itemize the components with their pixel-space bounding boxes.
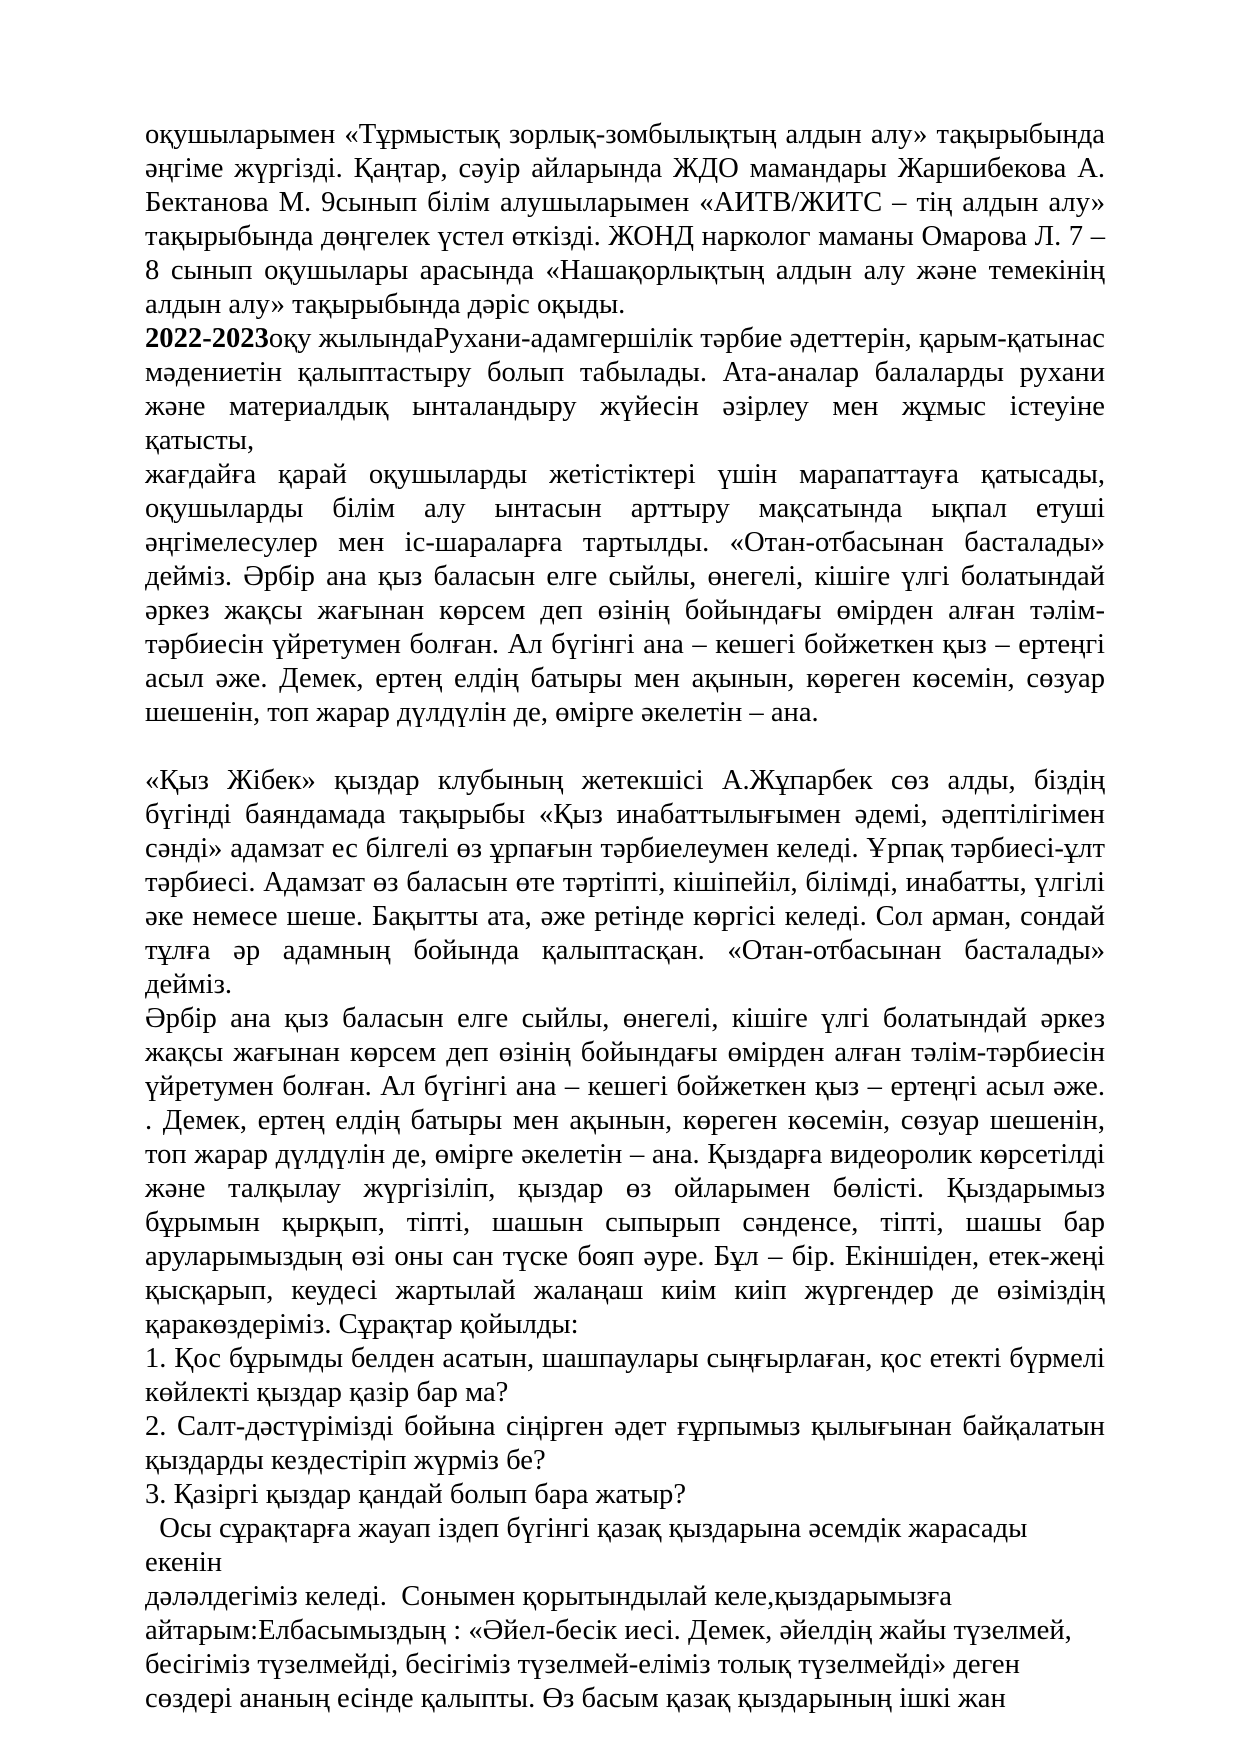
text-line: асыл әже. Демек, ертең елдің батыры мен ақынын, көреген көсемін, сөзуар	[145, 663, 1105, 694]
text-line: және материалдық ынталандыру жүйесін әзірлеу мен жұмыс істеуіне қатысты,	[145, 391, 1105, 456]
text-line: Осы сұрақтарға жауап іздеп бүгінгі қазақ қыздарына әсемдік жарасады екенін	[145, 1513, 1035, 1578]
text-line: жағдайға қарай оқушыларды жетістіктері үшін марапаттауға қатысады,	[145, 459, 1105, 490]
text-line: сөздері ананың есінде қалыпты. Өз басым қазақ қыздарының ішкі жан	[145, 1683, 1006, 1714]
text-segment: оқу жылындаРухани-адамгершілік тәрбие әдеттерін, қарым-қатынас	[268, 323, 1105, 354]
text-line: әркез жақсы жағынан көрсем деп өзінің бойындағы өмірден алған тәлім-	[145, 595, 1105, 626]
text-line: дәләлдегіміз келеді. Сонымен қорытындылай келе,қыздарымызға	[145, 1581, 952, 1612]
text-line: үйретумен болған. Ал бүгінгі ана – кешегі бойжеткен қыз – ертеңгі асыл әже.	[145, 1071, 1105, 1102]
text-line: жақсы жағынан көрсем деп өзінің бойындағы өмірден алған тәлім-тәрбиесін	[145, 1037, 1105, 1068]
text-line: қаракөздеріміз. Сұрақтар қойылды:	[145, 1309, 579, 1340]
text-line: қыздарды кездестіріп жүрміз бе?	[145, 1445, 546, 1476]
text-line: алдын алу» тақырыбында дәріс оқыды.	[145, 289, 626, 320]
paragraph-health-talks	[145, 118, 1105, 322]
question-3	[145, 1478, 1105, 1512]
text-line: қысқарып, кеудесі жартылай жалаңаш киім киіп жүргендер де өзіміздің	[145, 1275, 1105, 1306]
text-line: 1. Қос бұрымды белден асатын, шашпаулары сыңғырлаған, қос етекті бүрмелі	[145, 1343, 1105, 1374]
text-line: тақырыбында дөңгелек үстел өткізді. ЖОНД нарколог маманы Омарова Л. 7 –	[145, 221, 1105, 252]
text-line: айтарым:Елбасымыздың : «Әйел-бесік иесі. Демек, әйелдің жайы түзелмей,	[145, 1615, 1072, 1646]
text-line: тұлға әр адамның бойында қалыптасқан. «Отан-отбасынан басталады» дейміз.	[145, 935, 1105, 1000]
text-line: сәнді» адамзат ес білгелі өз ұрпағын тәрбиелеумен келеді. Ұрпақ тәрбиесі-ұлт	[145, 833, 1105, 864]
text-line: «Қыз Жібек» қыздар клубының жетекшісі А.Жұпарбек сөз алды, біздің	[145, 765, 1105, 796]
text-line: оқушыларды білім алу ынтасын арттыру мақсатында ықпал етуші	[145, 493, 1105, 524]
text-line: бұрымын қырқып, тіпті, шашын сыпырып сәнденсе, тіпті, шашы бар	[145, 1207, 1105, 1238]
text-line: Әрбір ана қыз баласын елге сыйлы, өнегелі, кішіге үлгі болатындай әркез	[145, 1003, 1105, 1034]
text-line: топ жарар дүлдүлін де, өмірге әкелетін – ана. Қыздарға видеоролик көрсетілді	[145, 1139, 1105, 1170]
text-line: мәдениетін қалыптастыру болып табылады. Ата-аналар балаларды рухани	[145, 357, 1105, 388]
text-line: Бектанова М. 9сынып білім алушыларымен «АИТВ/ЖИТС – тің алдын алу»	[145, 187, 1105, 218]
text-line: 3. Қазіргі қыздар қандай болып бара жатыр?	[145, 1479, 687, 1510]
text-line: дейміз. Әрбір ана қыз баласын елге сыйлы, өнегелі, кішіге үлгі болатындай	[145, 561, 1105, 592]
question-1	[145, 1342, 1105, 1410]
paragraph-kyz-zhibek-club	[145, 764, 1105, 1342]
text-line: . Демек, ертең елдің батыры мен ақынын, көреген көсемін, сөзуар шешенін,	[145, 1105, 1105, 1136]
text-line: бүгінді баяндамада тақырыбы «Қыз инабаттылығымен әдемі, әдептілігімен	[145, 799, 1105, 830]
text-line: тәрбиесі. Адамзат өз баласын өте тәртіпті, кішіпейіл, білімді, инабатты, үлгілі	[145, 867, 1105, 898]
text-line: аруларымыздың өзі оны сан түске бояп әуре. Бұл – бір. Екіншіден, етек-жеңі	[145, 1241, 1105, 1272]
text-line: оқушыларымен «Тұрмыстық зорлық-зомбылықтың алдын алу» тақырыбында	[145, 119, 1105, 150]
text-line: әке немесе шеше. Бақытты ата, әже ретінде көргісі келеді. Сол арман, сондай	[145, 901, 1105, 932]
bold-text-segment: 2022-2023	[145, 323, 269, 354]
text-line: 8 сынып оқушылары арасында «Нашақорлықтың алдын алу және темекінің	[145, 255, 1105, 286]
paragraph-2022-2023-moral-education	[145, 322, 1105, 730]
text-line: тәрбиесін үйретумен болған. Ал бүгінгі ана – кешегі бойжеткен қыз – ертеңгі	[145, 629, 1105, 660]
text-line: бесігіміз түзелмейді, бесігіміз түзелмей-еліміз толық түзелмейді» деген	[145, 1649, 1020, 1680]
question-2	[145, 1410, 1105, 1478]
text-line: және талқылау жүргізіліп, қыздар өз ойларымен бөлісті. Қыздарымыз	[145, 1173, 1105, 1204]
text-line: әңгіме жүргізді. Қаңтар, сәуір айларында ЖДО мамандары Жаршибекова А.	[145, 153, 1105, 184]
text-line: көйлекті қыздар қазір бар ма?	[145, 1377, 509, 1408]
text-line: әңгімелесулер мен іс-шараларға тартылды. «Отан-отбасынан басталады»	[145, 527, 1105, 558]
text-line: шешенін, топ жарар дүлдүлін де, өмірге әкелетін – ана.	[145, 697, 819, 728]
text-line	[145, 322, 1105, 356]
page-text	[145, 118, 1105, 1716]
paragraph-conclusion	[145, 1512, 1105, 1716]
text-line: 2. Салт-дәстүрімізді бойына сіңірген әдет ғұрпымыз қылығынан байқалатын	[145, 1411, 1105, 1442]
